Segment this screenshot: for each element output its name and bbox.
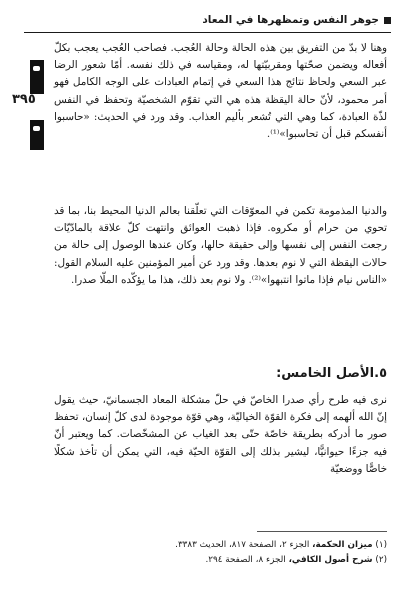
tab-notch-icon: [33, 126, 40, 131]
header-title-text: جوهر النفس وتمظهرها في المعاد: [202, 14, 379, 26]
footnote: [54, 538, 387, 553]
footnote-detail: الجزء ٨، الصفحة ٢٩٤.: [205, 555, 286, 565]
footnote: [54, 553, 387, 568]
footnote-source: ميزان الحكمة،: [312, 540, 373, 550]
square-bullet-icon: [384, 17, 391, 24]
footnote-number: (١): [375, 540, 387, 550]
paragraph: وهنا لا بدّ من التفريق بين هذه الحالة وحالة العُجب. فصاحب العُجب يعجب بكلّ أفعاله ويضمن صحّتها ومقربيّتها له، ومقياسه في ذلك نفسه. أمّا شعور الرضا عبر السعي ولحاظ نتائج هذا السعي في إتمام العبادات على الوجه الكامل فهو أمر محمود، لأنّ حالة اليقظة هذه هي التي تقوّم الشخصيّة وتحفظ في النفس لذّة العبادة، كما وهي التي تُشعر بأليم العذاب. وقد ورد في الحديث: «حاسبوا أنفسكم قبل أن تحاسبوا»⁽¹⁾.: [54, 42, 387, 141]
paragraph: والدنيا المذمومة تكمن في المعوّقات التي تعلّقنا بعالم الدنيا المحيط بنا، بما قد تحوي من حرام أو مكروه. فإذا ذهبت العوائق وانتهت كلّ علاقة بالمادّيّات رجعت النفس إلى نفسها وإلى حقيقة حالها، وكان عندها الوصول إلى حالة من حالات اليقظة التي لا نوم بعدها. وقد ورد عن أمير المؤمنين عليه السلام القول: «الناس نيام فإذا ماتوا انتبهوا»⁽²⁾. ولا نوم بعد ذلك، هذا ما يؤكّده الملّا صدرا.: [54, 205, 387, 286]
page-edge-tab: [30, 120, 44, 150]
footnote-divider: [257, 531, 387, 532]
page-edge-tab: [30, 60, 44, 94]
running-header-title: [202, 14, 391, 26]
tab-notch-icon: [33, 66, 40, 71]
section-heading: ٥.الأصل الخامس:: [276, 366, 387, 381]
footnote-source: شرح أصول الكافي،: [288, 555, 373, 565]
running-header: [24, 14, 391, 33]
section-paragraph: نرى فيه طرح رأي صدرا الخاصّ في حلّ مشكلة المعاد الجسمانيّ، حيث يقول إنّ الله ألهمه إلى فكرة القوّة الخياليّة، وهي قوّة موجودة لدى كلّ إنسان، تحفظ صور ما أدركه بطريقة خاصّة حتّى بعد الغياب عن المشخّصات. كما ويعتبر أنّ فيه جزءًا حيوانيًّا، ليشير بذلك إلى القوّة الحيّة فيه، التي يمكن أن تأخذ شكلًا خاصًّا ووضعيّة: [54, 394, 387, 475]
page-number: ٣٩٥: [12, 92, 36, 107]
footnote-detail: الجزء ٢، الصفحة ٨١٧، الحديث ٣٣٨٣.: [175, 540, 310, 550]
footnotes: [54, 538, 387, 568]
footnote-number: (٢): [375, 555, 387, 565]
